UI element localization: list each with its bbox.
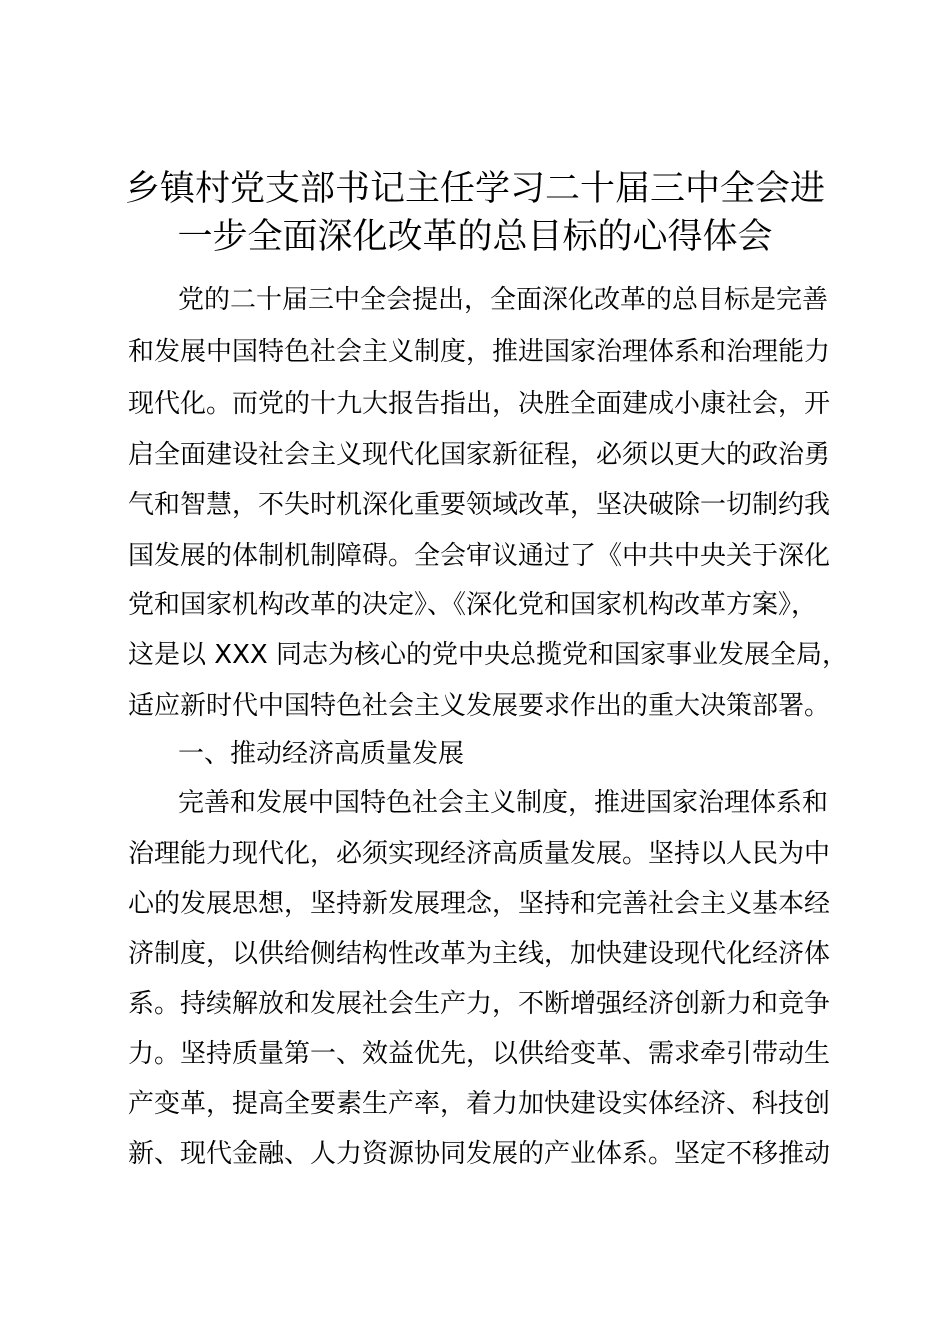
title-line-1: 乡镇村党支部书记主任学习二十届三中全会进 (124, 169, 825, 209)
title-line-2: 一步全面深化改革的总目标的心得体会 (177, 217, 773, 257)
paragraph-1-line-7: 党和国家机构改革的决定》、《深化党和国家机构改革方案》， (128, 590, 818, 620)
paragraph-2-line-7: 产变革，提高全要素生产率，着力加快建设实体经济、科技创 (128, 1089, 831, 1119)
paragraph-1-line-2: 和发展中国特色社会主义制度，推进国家治理体系和治理能力 (128, 337, 831, 367)
paragraph-1-line-6: 国发展的体制机制障碍。全会审议通过了《中共中央关于深化 (128, 541, 831, 571)
paragraph-2-line-8: 新、现代金融、人力资源协同发展的产业体系。坚定不移推动 (128, 1139, 831, 1169)
paragraph-1-line-9: 适应新时代中国特色社会主义发展要求作出的重大决策部署。 (128, 691, 831, 721)
paragraph-2-line-2: 治理能力现代化，必须实现经济高质量发展。坚持以人民为中 (128, 839, 831, 869)
paragraph-1-line-5: 气和智慧，不失时机深化重要领域改革，坚决破除一切制约我 (128, 490, 831, 520)
paragraph-2-line-5: 系。持续解放和发展社会生产力，不断增强经济创新力和竞争 (128, 989, 831, 1019)
paragraph-1-line-3: 现代化。而党的十九大报告指出，决胜全面建成小康社会，开 (128, 389, 831, 419)
paragraph-2-line-6: 力。坚持质量第一、效益优先，以供给变革、需求牵引带动生 (128, 1039, 831, 1069)
paragraph-1-line-4: 启全面建设社会主义现代化国家新征程，必须以更大的政治勇 (128, 440, 831, 470)
paragraph-1-line-8: 这是以 XXX 同志为核心的党中央总揽党和国家事业发展全局， (128, 640, 848, 670)
paragraph-2-line-1: 完善和发展中国特色社会主义制度，推进国家治理体系和 (178, 788, 829, 818)
paragraph-2-line-3: 心的发展思想，坚持新发展理念，坚持和完善社会主义基本经 (128, 889, 831, 919)
section-heading: 一、推动经济高质量发展 (178, 739, 465, 769)
paragraph-1-line-1: 党的二十届三中全会提出，全面深化改革的总目标是完善 (178, 285, 829, 315)
paragraph-2-line-4: 济制度，以供给侧结构性改革为主线，加快建设现代化经济体 (128, 939, 831, 969)
